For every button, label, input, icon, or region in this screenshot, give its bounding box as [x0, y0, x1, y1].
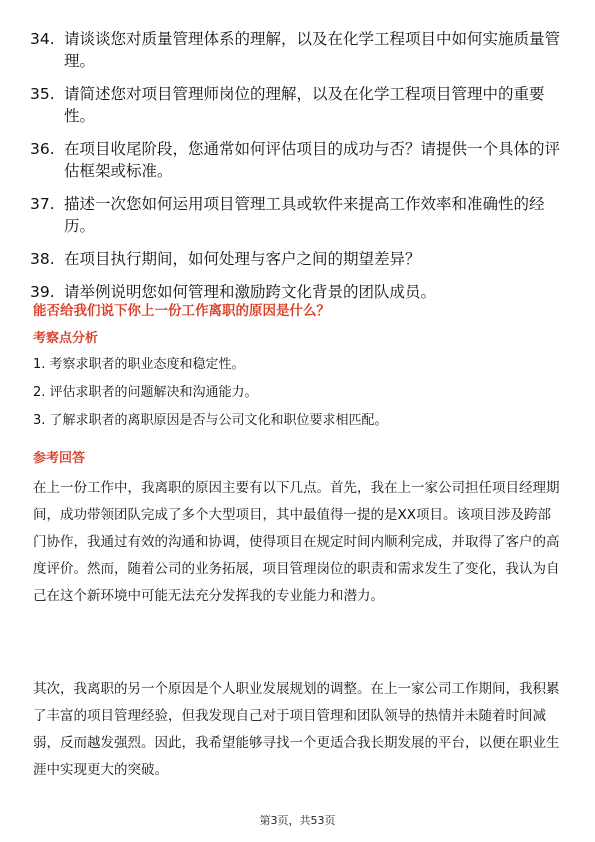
- analysis-points: [33, 355, 563, 439]
- answer-paragraph: 其次，我离职的另一个原因是个人职业发展规划的调整。在上一家公司工作期间，我积累了丰富的项目管理经验，但我发现自己对于项目管理和团队领导的热情并未随着时间减弱，反而越发强烈。因此，我希望能够寻找一个更适合我长期发展的平台，以便在职业生涯中实现更大的突破。: [33, 681, 560, 778]
- analysis-heading: 考察点分析: [33, 331, 99, 346]
- question-text: 在项目执行期间，如何处理与客户之间的期望差异？: [64, 250, 421, 268]
- question-text: 在项目收尾阶段，您通常如何评估项目的成功与否？请提供一个具体的评估框架或标准。: [64, 140, 561, 180]
- question-number: 35.: [30, 85, 55, 103]
- analysis-point: 2. 评估求职者的问题解决和沟通能力。: [33, 385, 258, 400]
- question-item: [30, 193, 570, 237]
- question-number: 38.: [30, 250, 55, 268]
- question-text: 请举例说明您如何管理和激励跨文化背景的团队成员。: [64, 283, 437, 301]
- analysis-point: 1. 考察求职者的职业态度和稳定性。: [33, 357, 245, 372]
- question-number: 37.: [30, 195, 55, 213]
- analysis-point: 3. 了解求职者的离职原因是否与公司文化和职位要求相匹配。: [33, 413, 388, 428]
- question-item: [30, 248, 570, 270]
- question-text: 描述一次您如何运用项目管理工具或软件来提高工作效率和准确性的经历。: [64, 195, 545, 235]
- question-item: [30, 83, 570, 127]
- question-item: [30, 28, 570, 72]
- section-question-title: 能否给我们说下你上一份工作离职的原因是什么？: [33, 303, 330, 319]
- question-item: [30, 281, 570, 303]
- answer-paragraph: 在上一份工作中，我离职的原因主要有以下几点。首先，我在上一家公司担任项目经理期间，成功带领团队完成了多个大型项目，其中最值得一提的是XX项目。该项目涉及跨部门协作，我通过有效的沟通和协调，使得项目在规定时间内顺利完成，并取得了客户的高度评价。然而，随着公司的业务拓展，项目管理岗位的职责和需求发生了变化，我认为自己在这个新环境中可能无法充分发挥我的专业能力和潜力。: [33, 480, 560, 604]
- question-number: 34.: [30, 30, 55, 48]
- question-item: [30, 138, 570, 182]
- question-text: 请简述您对项目管理师岗位的理解，以及在化学工程项目管理中的重要性。: [64, 85, 545, 125]
- answer-heading: 参考回答: [33, 451, 86, 466]
- question-list: [30, 28, 570, 314]
- question-text: 请谈谈您对质量管理体系的理解，以及在化学工程项目中如何实施质量管理。: [64, 30, 561, 70]
- page-number: 第3页，共53页: [259, 814, 336, 827]
- question-number: 39.: [30, 283, 55, 301]
- question-number: 36.: [30, 140, 55, 158]
